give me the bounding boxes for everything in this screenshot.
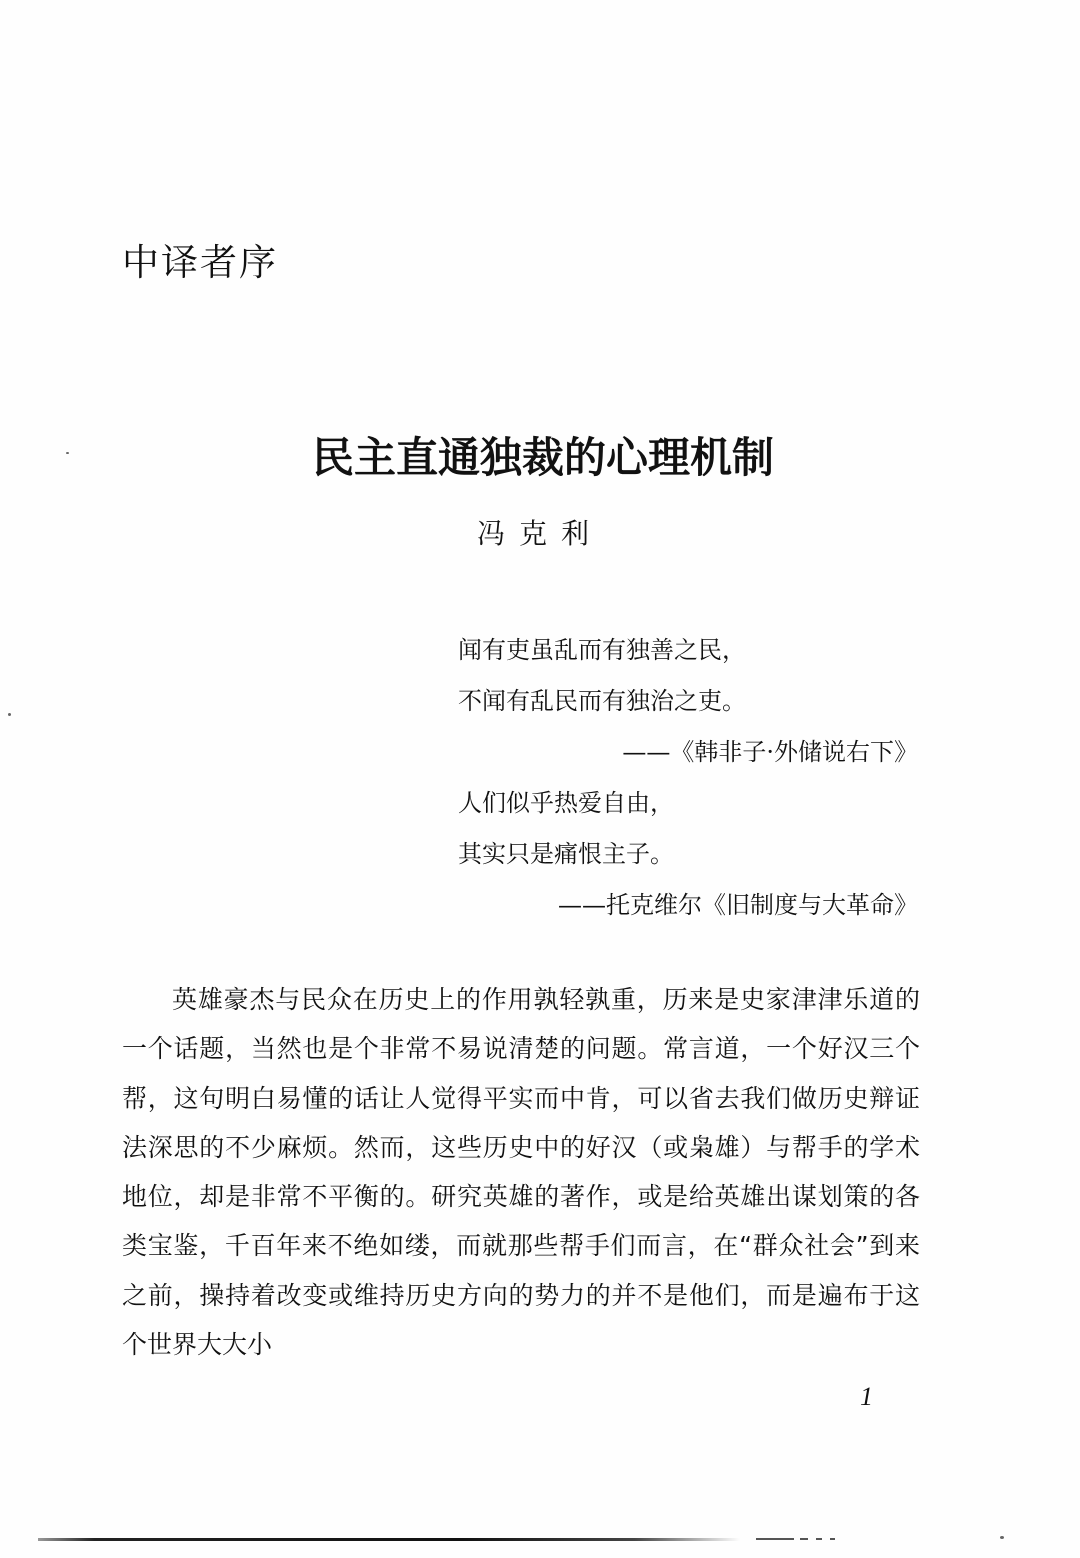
epigraph-source: ——托克维尔《旧制度与大革命》 [558, 891, 918, 919]
scan-speck [66, 452, 69, 454]
epigraph-line: 闻有吏虽乱而有独善之民， [458, 636, 746, 664]
scan-edge-line [38, 1538, 740, 1541]
body-paragraph: 英雄豪杰与民众在历史上的作用孰轻孰重，历来是史家津津乐道的一个话题，当然也是个非常不易说清楚的问题。常言道，一个好汉三个帮，这句明白易懂的话让人觉得平实而中肯，可以省去我们做历史辩证法深思的不少麻烦。然而，这些历史中的好汉（或枭雄）与帮手的学术地位，却是非常不平衡的。研究英雄的著作，或是给英雄出谋划策的各类宝鉴，千百年来不绝如缕，而就那些帮手们而言，在“群众社会”到来之前，操持着改变或维持历史方向的势力的并不是他们，而是遍布于这个世界大大小 [122, 985, 920, 1360]
epigraph-line: 不闻有乱民而有独治之吏。 [458, 687, 746, 715]
epigraph-block [458, 633, 920, 939]
scan-edge-dash [756, 1538, 794, 1540]
scan-edge-dash [800, 1538, 808, 1540]
scan-speck [1000, 1536, 1004, 1539]
epigraph-line: 其实只是痛恨主子。 [458, 840, 674, 868]
page-number: 1 [860, 1382, 873, 1411]
section-heading: 中译者序 [122, 241, 278, 284]
epigraph-line: 人们似乎热爱自由， [458, 789, 674, 817]
scan-edge-dash [830, 1538, 835, 1540]
author-name: 冯克利 [476, 517, 603, 550]
article-title: 民主直通独裁的心理机制 [311, 433, 774, 482]
scan-edge-dash [816, 1538, 822, 1540]
scan-speck [8, 713, 11, 716]
epigraph-source: ——《韩非子·外储说右下》 [622, 738, 918, 766]
